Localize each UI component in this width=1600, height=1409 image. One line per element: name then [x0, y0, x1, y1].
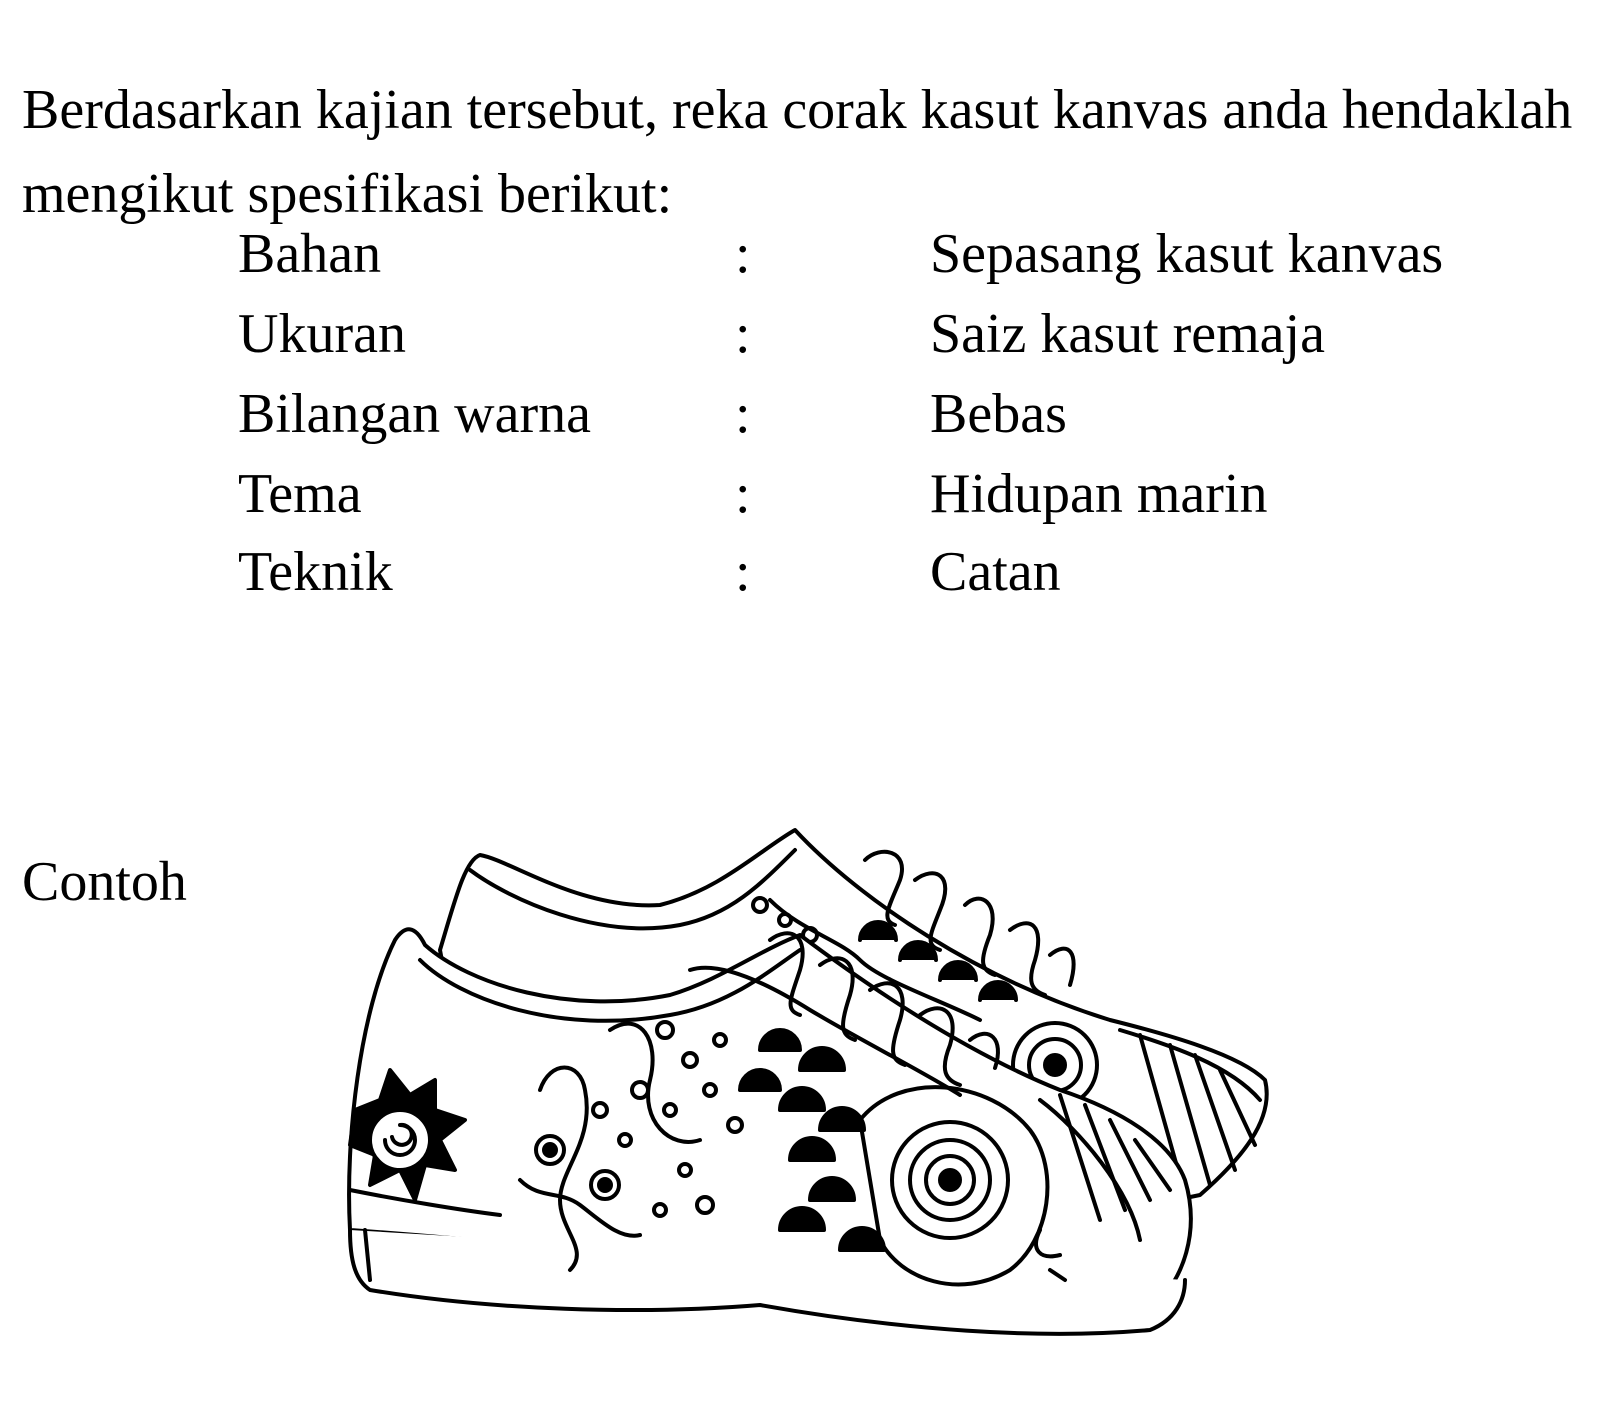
spec-row-bilangan-warna [0, 382, 1600, 462]
canvas-shoes-marine-pattern-icon [340, 810, 1290, 1360]
spec-separator: : [735, 463, 751, 525]
spec-label: Bahan [238, 223, 382, 285]
spec-separator: : [735, 541, 751, 603]
spec-value: Catan [930, 541, 1061, 603]
spec-separator: : [735, 223, 751, 285]
spec-value: Hidupan marin [930, 463, 1268, 525]
example-label: Contoh [22, 851, 187, 913]
spec-value: Sepasang kasut kanvas [930, 223, 1444, 285]
spec-value: Bebas [930, 383, 1067, 445]
spec-label: Ukuran [238, 303, 406, 365]
spec-separator: : [735, 303, 751, 365]
spec-row-bahan [0, 222, 1600, 302]
spec-row-ukuran [0, 302, 1600, 382]
spec-label: Bilangan warna [238, 383, 591, 445]
spec-value: Saiz kasut remaja [930, 303, 1325, 365]
spec-row-tema [0, 462, 1600, 542]
spec-label: Tema [238, 463, 362, 525]
spec-row-teknik [0, 540, 1600, 620]
spec-label: Teknik [238, 541, 393, 603]
front-shoe [349, 929, 1191, 1334]
instruction-text: Berdasarkan kajian tersebut, reka corak kasut kanvas anda hendaklah mengikut spesifikasi berikut: [22, 79, 1573, 225]
spec-separator: : [735, 383, 751, 445]
